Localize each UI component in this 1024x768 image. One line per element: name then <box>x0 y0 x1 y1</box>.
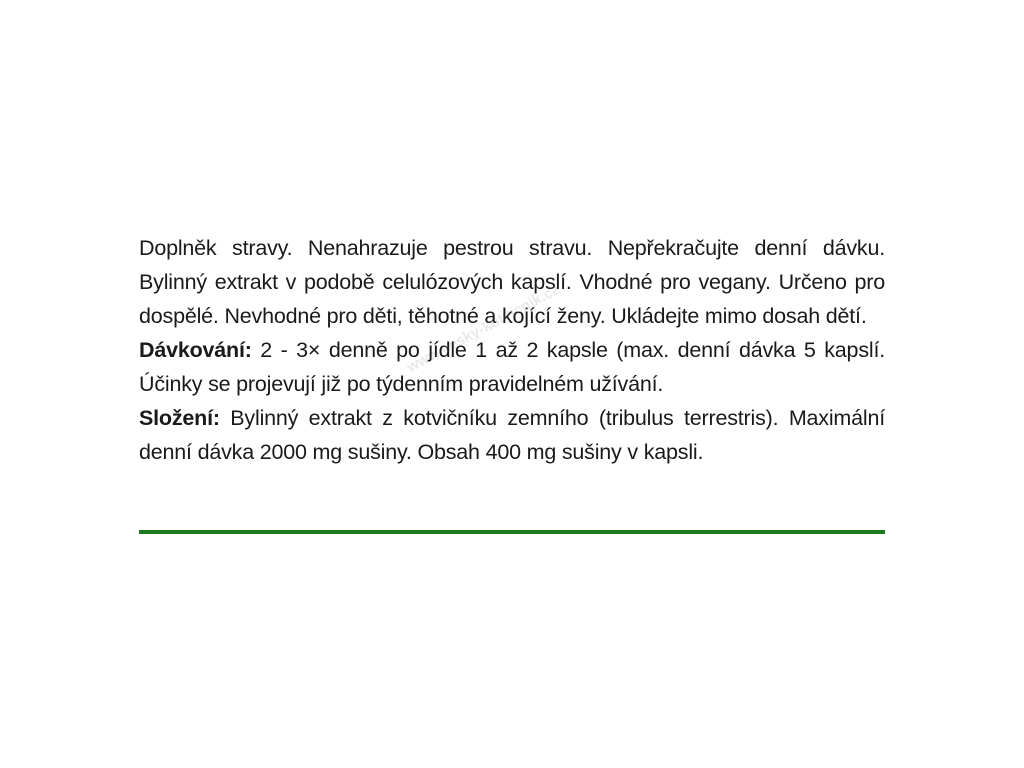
composition-paragraph <box>139 401 885 469</box>
dosage-paragraph <box>139 333 885 401</box>
watermark: www.cesky-kotvicnik.cz <box>404 281 563 377</box>
dosage-text: 2 - 3× denně po jídle 1 až 2 kapsle (max. denní dávka 5 kapslí. Účinky se projevují již po týdenním pravidelném užívání. <box>139 338 885 396</box>
product-description <box>139 231 885 469</box>
intro-paragraph: Doplněk stravy. Nenahrazuje pestrou stravu. Nepřekračujte denní dávku. Bylinný extrakt v podobě celulózových kapslí. Vhodné pro vegany. Určeno pro dospělé. Nevhodné pro děti, těhotné a kojící ženy. Ukládejte mimo dosah dětí. <box>139 236 885 328</box>
dosage-label: Dávkování: <box>139 338 252 362</box>
composition-label: Složení: <box>139 406 220 430</box>
green-divider <box>139 530 885 534</box>
composition-text: Bylinný extrakt z kotvičníku zemního (tribulus terrestris). Maximální denní dávka 2000 mg sušiny. Obsah 400 mg sušiny v kapsli. <box>139 406 885 464</box>
